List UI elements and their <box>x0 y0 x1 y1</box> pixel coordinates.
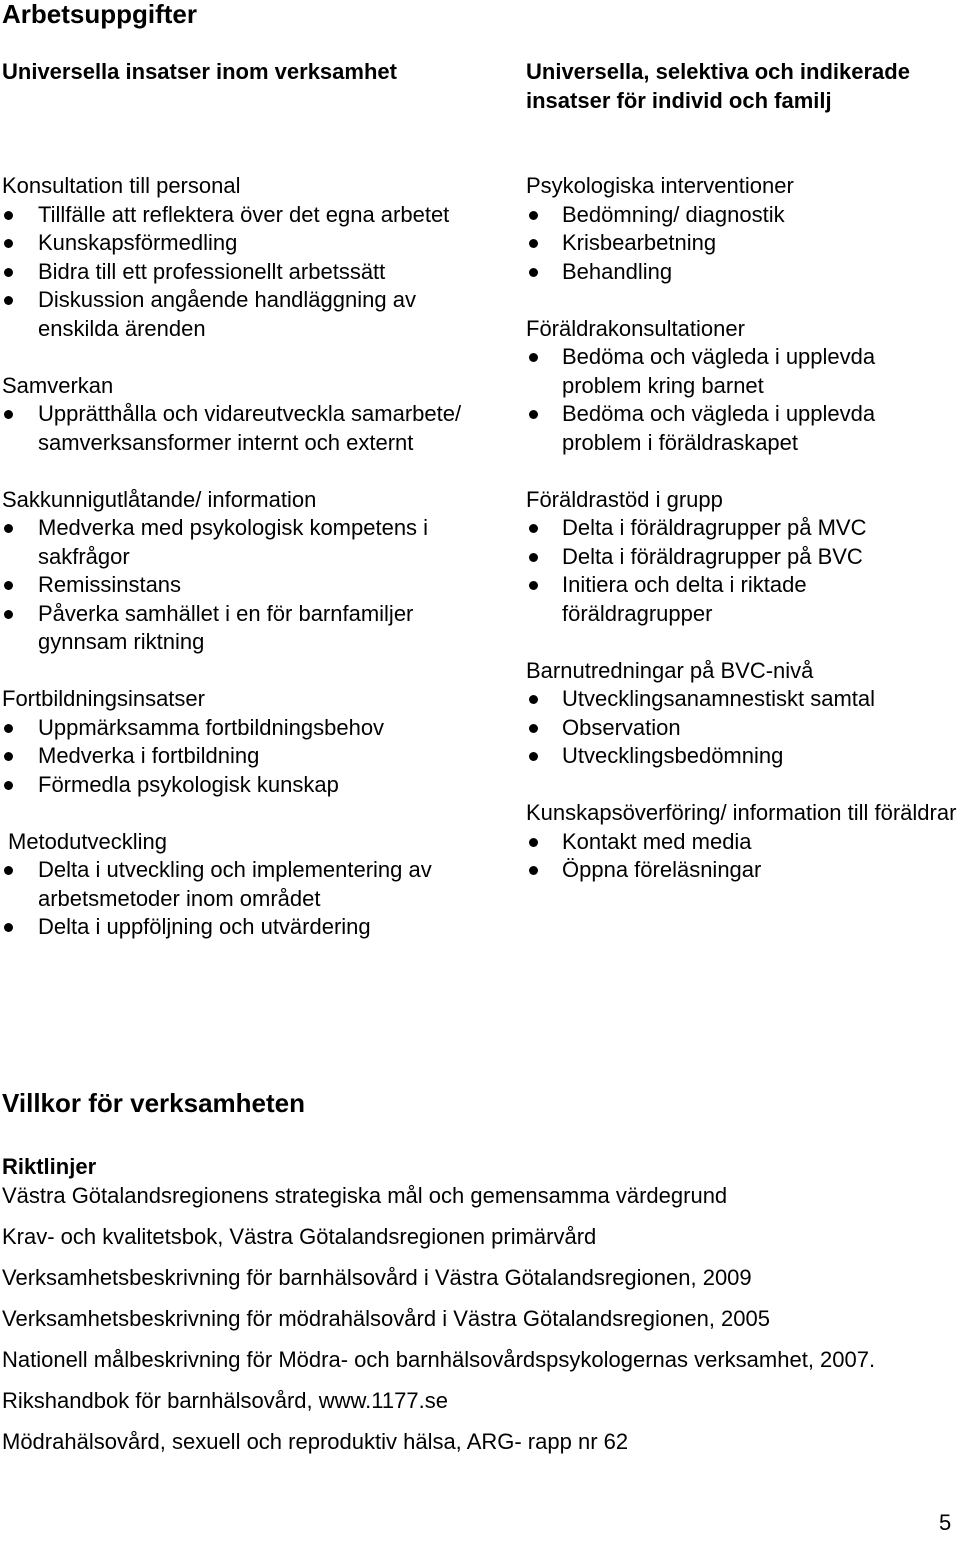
guideline-item: Rikshandbok för barnhälsovård, www.1177.se <box>2 1388 448 1413</box>
section-title: Samverkan <box>2 372 114 398</box>
list-item: Delta i uppföljning och utvärdering <box>2 913 502 942</box>
conditions-heading: Villkor för verksamheten <box>2 1088 305 1118</box>
section-kunskapsoverforing <box>526 799 958 885</box>
guideline-item: Verksamhetsbeskrivning för barnhälsovård i Västra Götalandsregionen, 2009 <box>2 1265 752 1290</box>
list-item: Diskussion angående handläggning av enskilda ärenden <box>2 286 502 343</box>
list-item: Kontakt med media <box>526 828 958 857</box>
section-fortbildningsinsatser <box>2 685 502 799</box>
list-item: Tillfälle att reflektera över det egna arbetet <box>2 201 502 230</box>
section-title: Fortbildningsinsatser <box>2 686 205 711</box>
right-column <box>526 172 958 913</box>
list-item: Bedömning/ diagnostik <box>526 201 958 230</box>
section-konsultation <box>2 172 502 343</box>
guideline-item: Västra Götalandsregionens strategiska mål och gemensamma värdegrund <box>2 1183 728 1208</box>
bullet-list <box>2 856 502 942</box>
list-item: Behandling <box>526 258 958 287</box>
list-item: Delta i föräldragrupper på BVC <box>526 543 958 572</box>
section-title: Barnutredningar på BVC-nivå <box>526 657 814 683</box>
section-foraldrakonsultationer <box>526 315 958 458</box>
bullet-list <box>2 714 502 800</box>
section-title: Konsultation till personal <box>2 173 241 198</box>
section-sakkunnigutlatande <box>2 486 502 657</box>
list-item: Bidra till ett professionellt arbetssätt <box>2 258 502 287</box>
list-item: Bedöma och vägleda i upplevda problem i föräldraskapet <box>526 400 958 457</box>
section-title: Föräldrakonsultationer <box>526 315 745 341</box>
list-item: Observation <box>526 714 958 743</box>
right-column-heading: Universella, selektiva och indikerade insatser för individ och familj <box>526 59 910 113</box>
guideline-item: Verksamhetsbeskrivning för mödrahälsovård i Västra Götalandsregionen, 2005 <box>2 1306 770 1331</box>
guideline-item: Krav- och kvalitetsbok, Västra Götalandsregionen primärvård <box>2 1224 597 1249</box>
list-item: Delta i utveckling och implementering av arbetsmetoder inom området <box>2 856 502 913</box>
guideline-item: Mödrahälsovård, sexuell och reproduktiv hälsa, ARG- rapp nr 62 <box>2 1429 629 1454</box>
bullet-list <box>526 201 958 287</box>
list-item: Uppmärksamma fortbildningsbehov <box>2 714 502 743</box>
list-item: Krisbearbetning <box>526 229 958 258</box>
section-title: Föräldrastöd i grupp <box>526 486 723 512</box>
list-item: Bedöma och vägleda i upplevda problem kring barnet <box>526 343 958 400</box>
section-title: Kunskapsöverföring/ information till föräldrar <box>526 800 957 825</box>
bullet-list <box>2 201 502 344</box>
bullet-list <box>2 514 502 657</box>
list-item: Initiera och delta i riktade föräldragrupper <box>526 571 958 628</box>
left-column <box>2 172 502 970</box>
list-item: Delta i föräldragrupper på MVC <box>526 514 958 543</box>
list-item: Förmedla psykologisk kunskap <box>2 771 502 800</box>
section-foraldrastod <box>526 486 958 629</box>
list-item: Kunskapsförmedling <box>2 229 502 258</box>
section-title: Psykologiska interventioner <box>526 173 794 198</box>
bullet-list <box>2 400 502 457</box>
list-item: Medverka med psykologisk kompetens i sakfrågor <box>2 514 502 571</box>
bullet-list <box>526 828 958 885</box>
section-barnutredningar <box>526 657 958 771</box>
section-psykologiska-interventioner <box>526 172 958 286</box>
list-item: Medverka i fortbildning <box>2 742 502 771</box>
bullet-list <box>526 685 958 771</box>
list-item: Remissinstans <box>2 571 502 600</box>
section-title: Metodutveckling <box>8 828 167 854</box>
guideline-item: Nationell målbeskrivning för Mödra- och barnhälsovårdspsykologernas verksamhet, 2007. <box>2 1347 876 1372</box>
list-item: Öppna föreläsningar <box>526 856 958 885</box>
list-item: Påverka samhället i en för barnfamiljer gynnsam riktning <box>2 600 502 657</box>
section-title: Sakkunnigutlåtande/ information <box>2 486 317 512</box>
guidelines-list <box>2 1182 952 1469</box>
guidelines-subheading: Riktlinjer <box>2 1154 97 1179</box>
list-item: Utvecklingsbedömning <box>526 742 958 771</box>
section-samverkan <box>2 372 502 458</box>
left-column-heading: Universella insatser inom verksamhet <box>2 59 397 84</box>
list-item: Utvecklingsanamnestiskt samtal <box>526 685 958 714</box>
page-number: 5 <box>939 1510 952 1535</box>
page-title: Arbetsuppgifter <box>2 0 197 29</box>
bullet-list <box>526 514 958 628</box>
list-item: Upprätthålla och vidareutveckla samarbete/ samverksansformer internt och externt <box>2 400 502 457</box>
section-metodutveckling <box>2 828 502 942</box>
bullet-list <box>526 343 958 457</box>
